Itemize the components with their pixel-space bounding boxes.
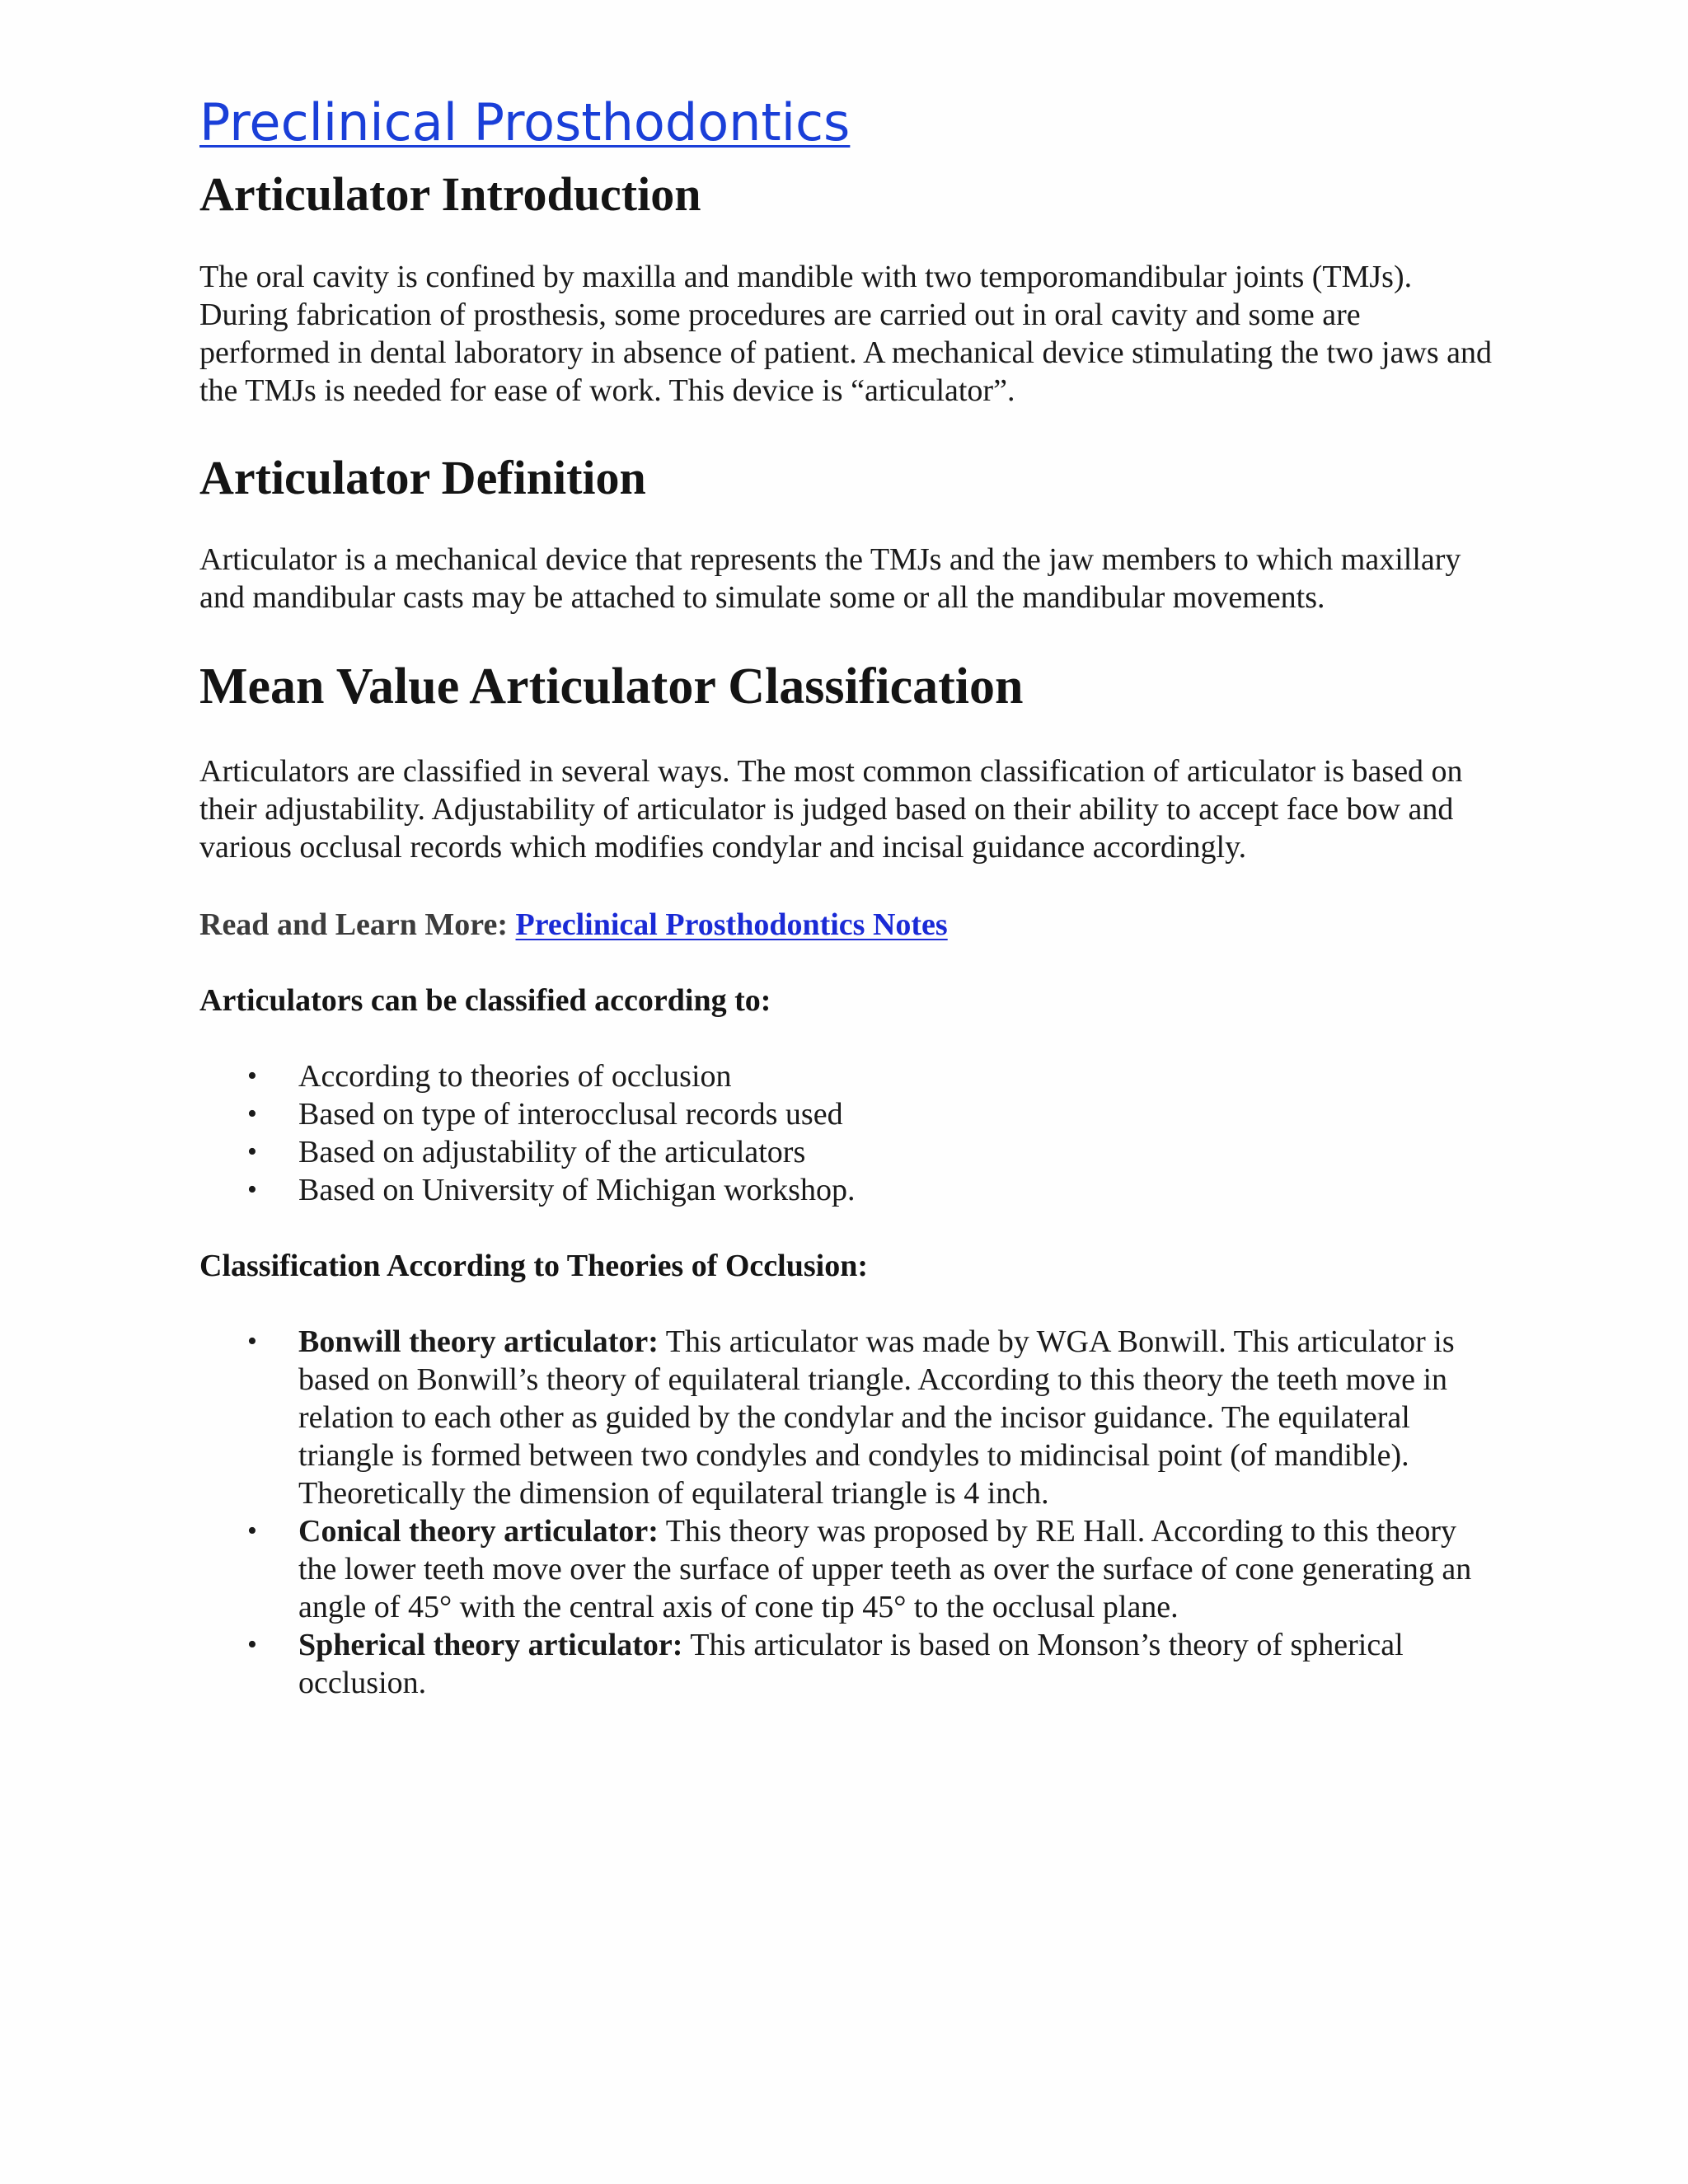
theories-list: [199, 1323, 1518, 1702]
definition-heading: Articulator Definition: [199, 450, 646, 504]
list-item: [199, 1171, 1502, 1209]
list-item: [199, 1095, 1502, 1133]
list-item-text: Based on adjustability of the articulators: [298, 1134, 806, 1169]
list-item: [199, 1133, 1502, 1171]
list-item-text: Based on University of Michigan workshop.: [298, 1172, 856, 1207]
criteria-list: [199, 1057, 1518, 1209]
list-item: [199, 1626, 1502, 1702]
read-more-link[interactable]: Preclinical Prosthodontics Notes: [515, 907, 948, 942]
list-item-text: This theory was proposed by RE Hall. According to this theory the lower teeth move over the surface of upper teeth as over the surface of cone generating an angle of 45° with the central axis of cone tip 45° to the occlusal plane.: [298, 1513, 1472, 1624]
bullet-icon: •: [247, 1060, 257, 1091]
criteria-heading: Articulators can be classified according to:: [199, 982, 771, 1018]
list-item-term: Conical theory articulator:: [298, 1513, 659, 1549]
bullet-icon: •: [247, 1629, 257, 1660]
bullet-icon: •: [247, 1136, 257, 1167]
list-item: [199, 1323, 1502, 1512]
bullet-icon: •: [247, 1098, 257, 1129]
bullet-icon: •: [247, 1515, 257, 1546]
intro-heading: Articulator Introduction: [199, 167, 701, 222]
document-content: [199, 92, 1518, 1740]
list-item: [199, 1512, 1502, 1626]
list-item-term: Bonwill theory articulator:: [298, 1324, 659, 1359]
classification-heading: Mean Value Articulator Classification: [199, 658, 1024, 715]
theories-heading: Classification According to Theories of Occlusion:: [199, 1248, 868, 1283]
list-item-term: Spherical theory articulator:: [298, 1627, 683, 1662]
bullet-icon: •: [247, 1325, 257, 1357]
site-title-link[interactable]: Preclinical Prosthodontics: [199, 92, 851, 152]
read-more-label: Read and Learn More:: [199, 907, 516, 942]
list-item-text: Based on type of interocclusal records used: [298, 1096, 843, 1132]
definition-paragraph: Articulator is a mechanical device that represents the TMJs and the jaw members to which maxillary and mandibular casts may be attached to simulate some or all the mandibular movements.: [199, 542, 1461, 616]
intro-paragraph: The oral cavity is confined by maxilla and mandible with two temporomandibular joints (TMJs). During fabrication of prosthesis, some procedures are carried out in oral cavity and some are performed in dental laboratory in absence of patient. A mechanical device stimulating the two jaws and the TMJs is needed for ease of work. This device is “articulator”.: [199, 259, 1493, 408]
list-item-text: According to theories of occlusion: [298, 1058, 732, 1094]
read-more-line: [199, 906, 1518, 944]
list-item-text: This articulator was made by WGA Bonwill. This articulator is based on Bonwill’s theory of equilateral triangle. According to this theory the teeth move in relation to each other as guided by the condylar and the incisor guidance. The equilateral triangle is formed between two condyles and condyles to midincisal point (of mandible). Theoretically the dimension of equilateral triangle is 4 inch.: [298, 1324, 1455, 1511]
list-item: [199, 1057, 1502, 1095]
bullet-icon: •: [247, 1174, 257, 1205]
classification-paragraph: Articulators are classified in several ways. The most common classification of articulator is based on their adjustability. Adjustability of articulator is judged based on their ability to accept face bow and various occlusal records which modifies condylar and incisal guidance accordingly.: [199, 753, 1463, 865]
list-item-text: This articulator is based on Monson’s theory of spherical occlusion.: [298, 1627, 1404, 1700]
